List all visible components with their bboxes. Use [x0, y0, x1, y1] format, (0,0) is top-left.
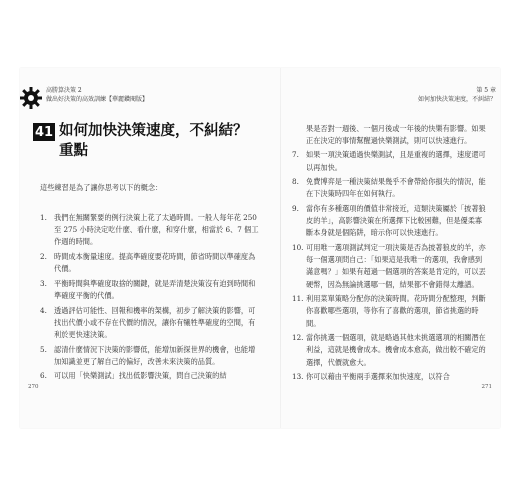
right-page-list: [292, 149, 488, 383]
item-number: 11.: [292, 294, 304, 304]
item-number: 4.: [40, 305, 47, 315]
item-number: 9.: [292, 204, 299, 213]
list-item: [292, 203, 488, 240]
item-text: 可以用「快樂測試」找出低影響決策，問自己決策的結: [54, 371, 227, 381]
item-text: 當你有多種選項的價值非常接近，這類決策屬於「披著狼皮的羊」，高影響決策在所選擇下比較困難，但是優柔寡斷本身就是個陷阱，暗示你可以快速進行。: [306, 204, 486, 238]
list-item: [292, 176, 488, 200]
left-page-list: [40, 212, 262, 385]
running-header-left: [46, 86, 148, 104]
list-item: [292, 332, 488, 369]
item-number: 5.: [40, 344, 47, 354]
book-gutter: [280, 68, 281, 428]
book-title: 高勝算決策 2: [46, 87, 82, 94]
running-header-right: [418, 86, 496, 104]
list-item: [292, 293, 488, 330]
list-item: [292, 149, 488, 173]
item-text: 可用唯一選項測試判定一項決策是否為披著狼皮的羊，亦每一個選項問自己：「如果這是我唯一的選項，我會感到滿意嗎？」如果有超過一個選項的答案是肯定的，可以丟硬幣，因為無論挑選哪一個，結果都不會錯得太離譜。: [306, 243, 486, 289]
item-text: 你可以藉由平衡兩手選擇來加快速度，以符合: [306, 372, 450, 382]
list-item: [40, 278, 262, 302]
section-title: 如何加快決策速度，不糾結？重點: [59, 123, 248, 159]
item-text: 如果一項決策通過快樂測試，且是重複的選擇，速度還可以再加快。: [306, 150, 486, 172]
item-number: 7.: [292, 150, 299, 160]
item-number: 1.: [40, 213, 47, 222]
item-text: 認清什麼情況下決策的影響低，能增加新探世界的機會，也能增加知識並更了解自己的偏好，改善未來決策的品質。: [54, 344, 256, 366]
list-item: [40, 251, 262, 275]
list-item: [40, 212, 262, 249]
book-subtitle: 做出好決策的高效訓練【華麗鑽閱版】: [46, 96, 149, 103]
item-text: 透過評估可能性、回報和機率的架構，初步了解決策的影響，可找出代價小或不存在代價的情況，讓你有犧牲準確度的空間，有利於更快速決策。: [54, 305, 256, 339]
section-number-badge: 41: [34, 124, 54, 140]
list-item: [292, 371, 488, 383]
item-text: 平衡時間與準確度取捨的關鍵，就是弄清楚決策沒有迫到時間和準確度平衡的代價。: [54, 278, 256, 300]
item-text: 當你挑選一個選項，就是略過其他未挑選選項的相關潛在利益，這就是機會成本。機會成本愈高，做出較不確定的選擇，代價就愈大。: [306, 333, 486, 367]
continued-text: 果是否對一週後、一個月後或一年後的快樂有影響。如果正在決定的事情幫醒過快樂測試，則可以快速進行。: [306, 124, 486, 146]
chapter-label: 第 5 章: [476, 87, 496, 94]
chapter-header-title: 如何加快決策速度，不糾結？: [417, 96, 496, 103]
page-number-left: 270: [28, 384, 39, 390]
item-number: 6.: [40, 371, 47, 381]
right-page-body: [292, 123, 488, 386]
intro-text: 這些練習是為了讓你思考以下的概念：: [40, 183, 163, 192]
item-text: 免費博弈是一種決策結果幾乎不會帶給你損失的情況，能在下決策時四年在如何執行。: [306, 177, 486, 199]
item-number: 3.: [40, 278, 47, 288]
item-number: 13.: [292, 372, 304, 382]
list-item: [40, 305, 262, 342]
item-number: 12.: [292, 333, 304, 343]
list-item: [40, 370, 262, 382]
item-number: 8.: [292, 177, 299, 187]
item-number: 10.: [292, 243, 304, 252]
item-text: 利用菜單策略分配你的決策時間。花時間分配整理，判斷你喜歡哪些選項，等你有了喜歡的選項，節省挑選的時間。: [306, 294, 486, 328]
item-text: 時間成本衡量速度。提高準確度要花時間，節省時間以準確度為代價。: [54, 252, 256, 274]
item-number: 2.: [40, 252, 47, 261]
item-text: 我們在無關緊要的例行決策上花了太過時間。一般人每年花 250 至 275 小時決定吃什麼、看什麼，和穿什麼，相當於 6、7 個工作週的時間。: [54, 213, 259, 247]
list-item: [292, 242, 488, 291]
page-number-right: 271: [481, 384, 492, 390]
list-item: [40, 344, 262, 368]
gear-icon: [19, 86, 43, 110]
